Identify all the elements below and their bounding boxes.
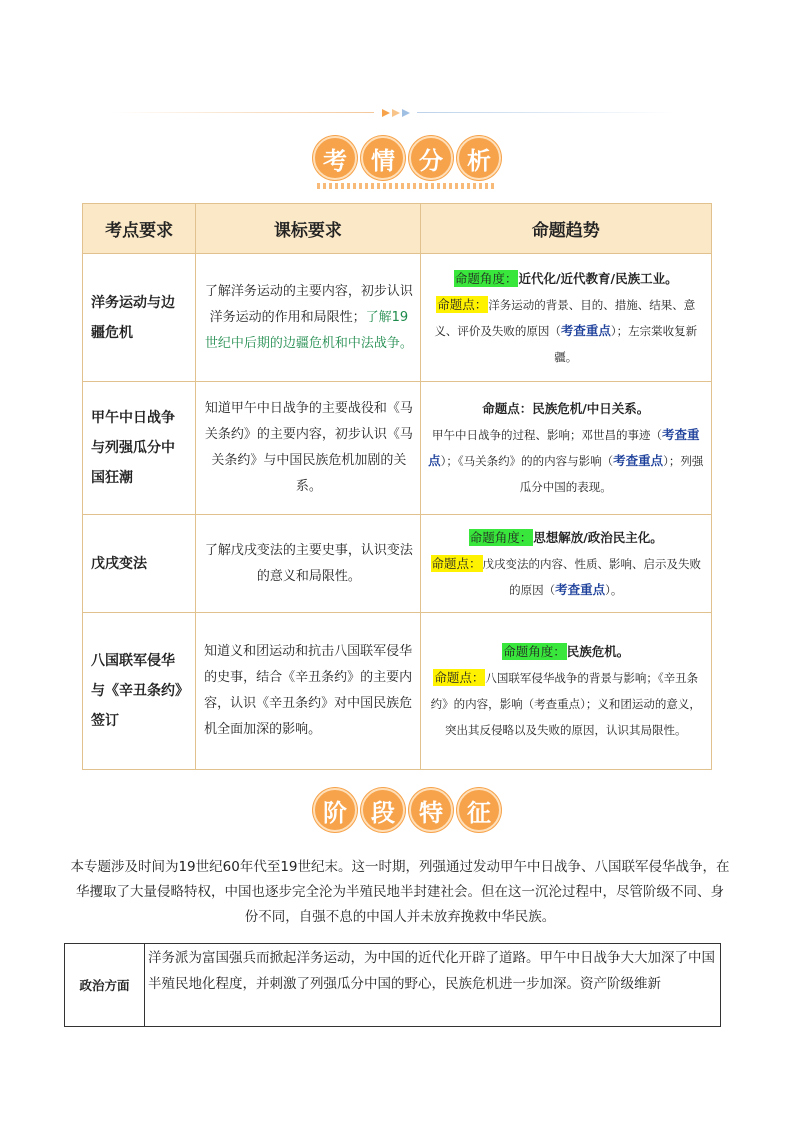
banner-char: 阶 — [313, 788, 357, 832]
table-header-row — [83, 204, 712, 254]
key-point-tag: 考查重点 — [428, 427, 700, 468]
politics-table — [64, 943, 721, 1027]
requirement-cell — [196, 254, 420, 382]
point-text: 八国联军侵华战争的背景与影响；《辛丑条约》的内容，影响（考查重点）；义和团运动的意义，突出其反侵略以及失败的原因，认识其局限性。 — [430, 671, 701, 737]
section-banner-stage-features — [313, 788, 501, 832]
topic-cell: 甲午中日战争与列强瓜分中国狂潮 — [83, 382, 196, 515]
banner-dots — [317, 183, 497, 189]
key-point-tag: 考查重点 — [613, 453, 664, 468]
header-cell: 命题趋势 — [420, 204, 711, 254]
table-row — [83, 382, 712, 515]
divider-arrow-icon — [378, 109, 414, 117]
angle-text: 民族危机。 — [566, 644, 630, 659]
trend-cell — [420, 254, 711, 382]
banner-char: 情 — [361, 136, 405, 180]
table-row — [65, 944, 721, 1027]
requirement-cell: 知道甲午中日战争的主要战役和《马关条约》的主要内容，初步认识《马关条约》与中国民族危机加剧的关系。 — [196, 382, 420, 515]
topic-cell: 八国联军侵华与《辛丑条约》签订 — [83, 613, 196, 770]
header-cell: 考点要求 — [83, 204, 196, 254]
trend-cell — [420, 613, 711, 770]
banner-char: 考 — [313, 136, 357, 180]
trend-cell — [420, 515, 711, 613]
requirement-text-green: 了解19世纪中后期的边疆危机和中法战争。 — [204, 309, 413, 351]
point-text: ）；《马关条约》的的内容与影响（ — [440, 454, 614, 468]
key-point-tag: 考查重点 — [560, 322, 611, 338]
banner-char: 段 — [361, 788, 405, 832]
point-text: ）；左宗棠收复新疆。 — [554, 323, 698, 364]
point-text: ）；列强瓜分中国的表现。 — [519, 454, 704, 494]
banner-char: 分 — [409, 136, 453, 180]
table-row — [83, 515, 712, 613]
table-row — [83, 613, 712, 770]
table-row — [83, 254, 712, 382]
requirement-cell: 了解戊戌变法的主要史事，认识变法的意义和局限性。 — [196, 515, 420, 613]
angle-text: 命题点：民族危机/中日关系。 — [482, 401, 650, 416]
top-divider — [112, 112, 677, 114]
topic-cell: 洋务运动与边疆危机 — [83, 254, 196, 382]
angle-text: 思想解放/政治民主化。 — [533, 529, 663, 545]
point-text: 甲午中日战争的过程、影响；邓世昌的事迹（ — [432, 428, 662, 442]
topic-cell: 戊戌变法 — [83, 515, 196, 613]
banner-char: 析 — [457, 136, 501, 180]
point-text: 戊戌变法的内容、性质、影响、启示及失败的原因（ — [482, 556, 702, 597]
point-label: 命题点： — [431, 555, 482, 571]
point-label: 命题点： — [434, 670, 485, 685]
banner-char: 特 — [409, 788, 453, 832]
point-text: 洋务运动的背景、目的、措施、结果、意义、评价及失败的原因（ — [434, 297, 696, 338]
politics-label: 政治方面 — [65, 944, 145, 1027]
angle-label: 命题角度： — [469, 529, 533, 545]
angle-label: 命题角度： — [503, 644, 566, 659]
angle-label: 命题角度： — [454, 270, 518, 286]
section-banner-exam-analysis — [313, 136, 501, 180]
banner-char: 征 — [457, 788, 501, 832]
requirement-text: 了解洋务运动的主要内容，初步认识洋务运动的作用和局限性； — [204, 283, 413, 325]
trend-cell — [420, 382, 711, 515]
header-cell: 课标要求 — [196, 204, 420, 254]
key-point-tag: 考查重点 — [555, 581, 606, 597]
intro-paragraph: 本专题涉及时间为19世纪60年代至19世纪末。这一时期，列强通过发动甲午中日战争、八国联军侵华战争，在华攫取了大量侵略特权，中国也逐步完全沦为半殖民地半封建社会。但在这一沉沦过程中，尽管阶级不同、身份不同，自强不息的中国人并未放弃挽救中华民族。 — [70, 859, 730, 925]
point-text: ）。 — [605, 582, 623, 597]
politics-text: 洋务派为富国强兵而掀起洋务运动，为中国的近代化开辟了道路。甲午中日战争大大加深了中国半殖民地化程度，并刺激了列强瓜分中国的野心，民族危机进一步加深。资产阶级维新 — [145, 944, 721, 1027]
requirement-cell: 知道义和团运动和抗击八国联军侵华的史事，结合《辛丑条约》的主要内容，认识《辛丑条约》对中国民族危机全面加深的影响。 — [196, 613, 420, 770]
exam-analysis-table — [82, 203, 712, 770]
angle-text: 近代化/近代教育/民族工业。 — [518, 270, 678, 286]
point-label: 命题点： — [437, 296, 488, 312]
